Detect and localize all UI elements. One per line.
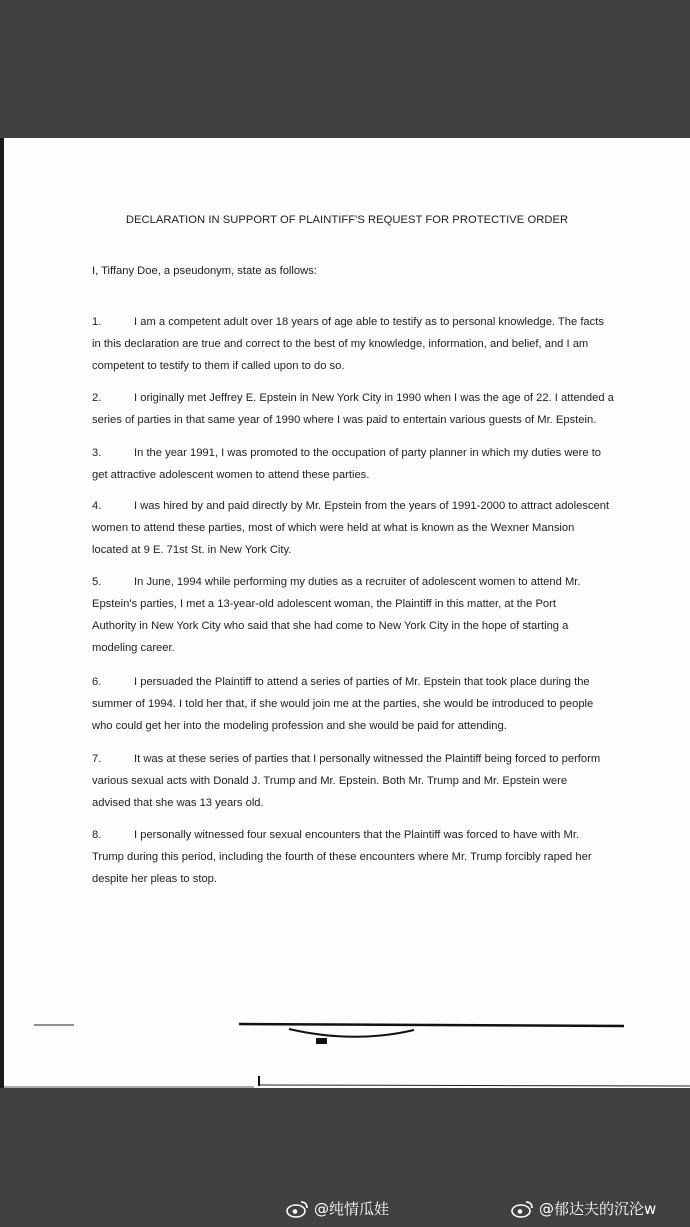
paragraph-line: I persuaded the Plaintiff to attend a series of parties of Mr. Epstein that took place during the [134, 676, 590, 688]
paragraph-line: I originally met Jeffrey E. Epstein in New York City in 1990 when I was the age of 22. I attended a [134, 392, 614, 404]
paragraph-8 [92, 824, 632, 890]
watermark-text: @郁达夫的沉沦w [539, 1200, 657, 1218]
paragraph-line: summer of 1994. I told her that, if she would join me at the parties, she would be introduced to people [92, 698, 594, 710]
watermark-2 [511, 1198, 656, 1219]
paragraph-line: in this declaration are true and correct to the best of my knowledge, information, and belief, and I am [92, 338, 589, 350]
paragraph-line: Authority in New York City who said that she had come to New York City in the hope of starting a [92, 620, 569, 632]
paragraph-line: I was hired by and paid directly by Mr. Epstein from the years of 1991-2000 to attract adolescent [134, 500, 610, 512]
paragraph-3 [92, 442, 632, 486]
paragraph-number: 8. [92, 829, 102, 841]
paragraph-line: located at 9 E. 71st St. in New York City. [92, 544, 292, 556]
paragraph-number: 4. [92, 500, 102, 512]
paragraph-2 [92, 387, 632, 431]
weibo-icon [511, 1200, 535, 1218]
paragraph-line: various sexual acts with Donald J. Trump and Mr. Epstein. Both Mr. Trump and Mr. Epstein were [92, 775, 568, 787]
paragraph-line: who could get her into the modeling profession and she would be paid for attending. [92, 720, 507, 732]
paragraph-number: 2. [92, 392, 102, 404]
paragraph-6 [92, 671, 632, 737]
paragraph-line: Trump during this period, including the fourth of these encounters where Mr. Trump forcibly raped her [92, 851, 592, 863]
paragraph-line: I am a competent adult over 18 years of age able to testify as to personal knowledge. The facts [134, 316, 604, 328]
paragraph-line: advised that she was 13 years old. [92, 797, 264, 809]
paragraph-line: Epstein's parties, I met a 13-year-old adolescent woman, the Plaintiff in this matter, at the Port [92, 598, 556, 610]
paragraph-line: In the year 1991, I was promoted to the occupation of party planner in which my duties were to [134, 447, 602, 459]
paragraph-line: modeling career. [92, 642, 175, 654]
paragraph-5 [92, 571, 632, 659]
document-page [0, 138, 690, 1088]
paragraph-line: I personally witnessed four sexual encounters that the Plaintiff was forced to have with Mr. [134, 829, 580, 841]
paragraph-line: series of parties in that same year of 1990 where I was paid to entertain various guests of Mr. Epstein. [92, 414, 597, 426]
intro-line: I, Tiffany Doe, a pseudonym, state as follows: [92, 265, 317, 277]
paragraph-number: 5. [92, 576, 102, 588]
paragraph-4 [92, 495, 632, 561]
watermark-1 [286, 1198, 389, 1219]
paragraph-line: despite her pleas to stop. [92, 873, 218, 885]
paragraph-line: competent to testify to them if called upon to do so. [92, 360, 345, 372]
paragraph-number: 1. [92, 316, 102, 328]
weibo-icon [286, 1200, 310, 1218]
watermark-text: @纯情瓜娃 [314, 1200, 390, 1218]
paragraph-7 [92, 748, 632, 814]
document-title: DECLARATION IN SUPPORT OF PLAINTIFF'S REQUEST FOR PROTECTIVE ORDER [125, 214, 569, 226]
paragraph-number: 7. [92, 753, 102, 765]
paragraph-1 [92, 311, 632, 377]
paragraph-line: women to attend these parties, most of which were held at what is known as the Wexner Mansion [92, 522, 575, 534]
paragraph-line: get attractive adolescent women to attend these parties. [92, 469, 370, 481]
paragraph-number: 3. [92, 447, 102, 459]
paragraph-line: In June, 1994 while performing my duties as a recruiter of adolescent women to attend Mr. [134, 576, 581, 588]
paragraph-number: 6. [92, 676, 102, 688]
paragraph-line: It was at these series of parties that I personally witnessed the Plaintiff being forced to perform [134, 753, 601, 765]
signature-scribble [4, 1018, 690, 1088]
